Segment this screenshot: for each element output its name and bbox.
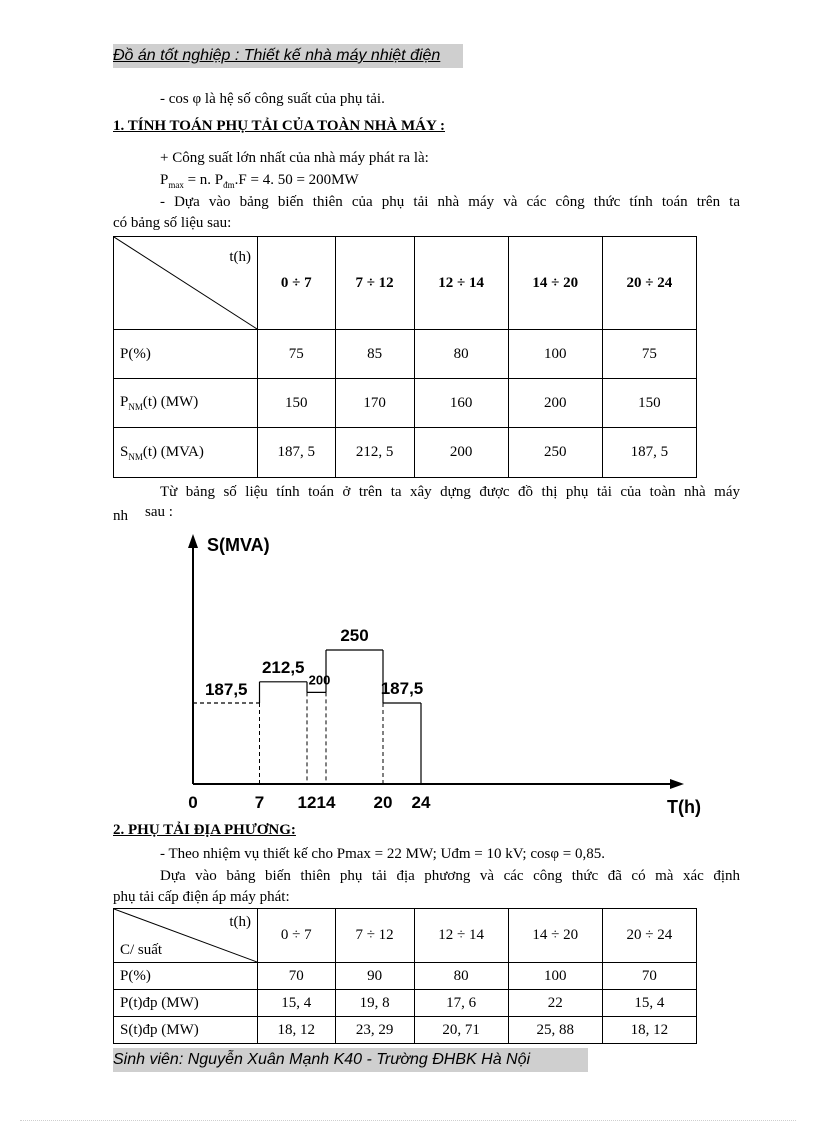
x-tick-label: 14 xyxy=(316,793,336,812)
section2-line2b: phụ tải cấp điện áp máy phát: xyxy=(113,889,290,905)
segment-value-label: 250 xyxy=(340,626,369,645)
y-axis-label: S(MVA) xyxy=(207,535,270,555)
local-load-table xyxy=(113,908,697,1044)
table1-cell: 187, 5 xyxy=(258,428,336,478)
intro-line: - cos φ là hệ số công suất của phụ tải. xyxy=(160,91,385,107)
section2-line1: - Theo nhiệm vụ thiết kế cho Pmax = 22 MW; Uđm = 10 kV; cosφ = 0,85. xyxy=(160,846,605,862)
table1-row-label: $S_{NM}(t)$ (MVA) xyxy=(114,428,258,478)
table1-corner-label: t(h) xyxy=(229,249,251,265)
table-row xyxy=(114,990,697,1017)
table-row xyxy=(114,963,697,990)
section2-title: 2. PHỤ TẢI ĐỊA PHƯƠNG: xyxy=(113,822,296,838)
table2-cell: 70 xyxy=(258,963,336,990)
table1-cell: 80 xyxy=(414,330,508,379)
section1-formula: $P_{max} = n$. $P_{đm}.F = 4$. 50 = 200MW xyxy=(160,172,359,190)
table2-cell: 18, 12 xyxy=(602,1017,696,1044)
table2-cell: 17, 6 xyxy=(414,990,508,1017)
table1-cell: 160 xyxy=(414,379,508,428)
table1-col-header: 20 ÷ 24 xyxy=(602,237,696,330)
table1-cell: 85 xyxy=(335,330,414,379)
table2-cell: 20, 71 xyxy=(414,1017,508,1044)
table2-row-label: P(%) xyxy=(114,963,258,990)
table2-col-header: 0 ÷ 7 xyxy=(258,909,336,963)
table-row xyxy=(114,1017,697,1044)
table2-cell: 25, 88 xyxy=(508,1017,602,1044)
table1-col-header: 7 ÷ 12 xyxy=(335,237,414,330)
table2-cell: 15, 4 xyxy=(602,990,696,1017)
table1-cell: 200 xyxy=(508,379,602,428)
table1-cell: 170 xyxy=(335,379,414,428)
table1-cell: 75 xyxy=(258,330,336,379)
page-bottom-divider xyxy=(20,1120,796,1121)
table2-cell: 15, 4 xyxy=(258,990,336,1017)
table1-cell: 75 xyxy=(602,330,696,379)
x-tick-label: 24 xyxy=(411,793,431,812)
table1-row-label: $P_{NM}(t)$ (MW) xyxy=(114,379,258,428)
y-axis-arrow xyxy=(188,534,198,548)
segment-value-label: 212,5 xyxy=(261,657,305,677)
table1-col-header: 0 ÷ 7 xyxy=(258,237,336,330)
paragraph2a: Từ bảng số liệu tính toán ở trên ta xây dựng được đồ thị phụ tải của toàn nhà máy xyxy=(160,484,740,500)
segment-value-label: 200 xyxy=(308,672,331,688)
table2-col-header: 20 ÷ 24 xyxy=(602,909,696,963)
x-tick-label: 20 xyxy=(373,793,393,812)
section1-line3b: có bảng số liệu sau: xyxy=(113,215,232,231)
table1-col-header: 12 ÷ 14 xyxy=(414,237,508,330)
table2-cell: 90 xyxy=(335,963,414,990)
table1-cell: 150 xyxy=(602,379,696,428)
table2-cell: 100 xyxy=(508,963,602,990)
table2-row-label: S(t)đp (MW) xyxy=(114,1017,258,1044)
table2-row-label: P(t)đp (MW) xyxy=(114,990,258,1017)
table2-corner-cell xyxy=(114,909,258,963)
table1-cell: 200 xyxy=(414,428,508,478)
x-tick-label: 12 xyxy=(297,793,317,812)
table2-cell: 22 xyxy=(508,990,602,1017)
table2-cell: 80 xyxy=(414,963,508,990)
table2-col-header: 12 ÷ 14 xyxy=(414,909,508,963)
table2-col-header: 14 ÷ 20 xyxy=(508,909,602,963)
table2-col-header: 7 ÷ 12 xyxy=(335,909,414,963)
section1-title: 1. TÍNH TOÁN PHỤ TẢI CỦA TOÀN NHÀ MÁY : xyxy=(113,118,445,134)
table1-row-label: P(%) xyxy=(114,330,258,379)
table2-corner-bottom: C/ suất xyxy=(120,942,163,958)
section2-line2a: Dựa vào bảng biến thiên phụ tải địa phương và các công thức đã có mà xác định xyxy=(160,868,740,884)
x-tick-label: 0 xyxy=(188,793,198,812)
segment-value-label: 187,5 xyxy=(204,680,248,699)
x-tick-label: 7 xyxy=(254,793,265,812)
page-header: Đồ án tốt nghiệp : Thiết kế nhà máy nhiệt điện xyxy=(113,44,463,68)
section1-line3a: - Dựa vào bảng biến thiên của phụ tải nhà máy và các công thức tính toán trên ta xyxy=(160,194,740,210)
table2-cell: 18, 12 xyxy=(258,1017,336,1044)
table2-cell: 19, 8 xyxy=(335,990,414,1017)
x-axis-label: T(h) xyxy=(667,797,701,817)
table2-corner-top: t(h) xyxy=(229,914,251,930)
table1-col-header: 14 ÷ 20 xyxy=(508,237,602,330)
paragraph2b: sau : xyxy=(145,504,173,520)
page-footer: Sinh viên: Nguyễn Xuân Mạnh K40 - Trường ĐHBK Hà Nội xyxy=(113,1048,588,1072)
table2-cell: 23, 29 xyxy=(335,1017,414,1044)
paragraph2-prefix: nh xyxy=(113,508,128,524)
table1-cell: 100 xyxy=(508,330,602,379)
section1-line1: + Công suất lớn nhất của nhà máy phát ra là: xyxy=(160,150,429,166)
x-axis-arrow xyxy=(670,779,684,789)
segment-value-label: 187,5 xyxy=(380,679,424,698)
table2-cell: 70 xyxy=(602,963,696,990)
table1-cell: 212, 5 xyxy=(335,428,414,478)
table1-cell: 250 xyxy=(508,428,602,478)
table1-cell: 150 xyxy=(258,379,336,428)
table1-cell: 187, 5 xyxy=(602,428,696,478)
